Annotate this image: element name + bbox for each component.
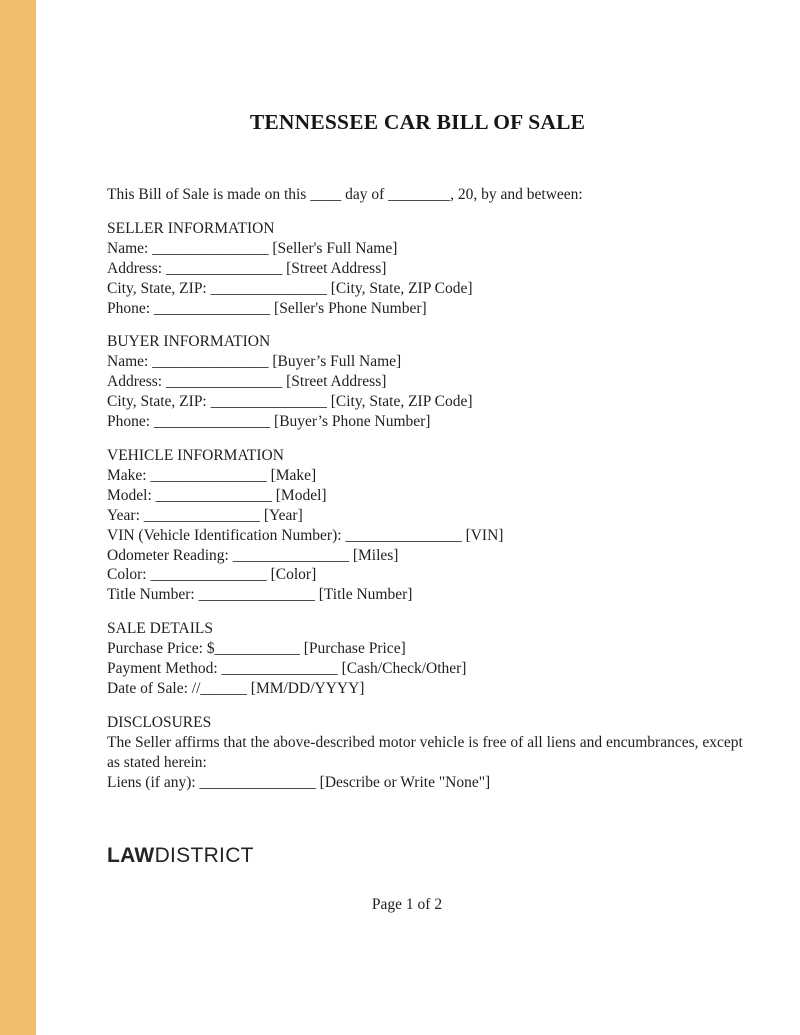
section-seller-information [107, 219, 728, 319]
field-vehicle-model: Model: _______________ [Model] [107, 486, 327, 504]
field-seller-name: Name: _______________ [Seller's Full Name] [107, 239, 398, 257]
field-liens: Liens (if any): _______________ [Describe or Write "None"] [107, 773, 491, 791]
field-vehicle-color: Color: _______________ [Color] [107, 566, 317, 584]
logo-regular-part: DISTRICT [154, 844, 254, 868]
field-buyer-city-state-zip: City, State, ZIP: _______________ [City, State, ZIP Code] [107, 393, 473, 411]
section-heading: SELLER INFORMATION [107, 219, 275, 237]
field-vehicle-year: Year: _______________ [Year] [107, 506, 303, 524]
section-heading: DISCLOSURES [107, 713, 212, 731]
field-buyer-phone: Phone: _______________ [Buyer’s Phone Number] [107, 413, 431, 431]
document-title: TENNESSEE CAR BILL OF SALE [249, 110, 586, 134]
field-purchase-price: Purchase Price: $___________ [Purchase Price] [107, 640, 406, 658]
field-date-of-sale: Date of Sale: //______ [MM/DD/YYYY] [107, 679, 365, 697]
field-seller-city-state-zip: City, State, ZIP: _______________ [City, State, ZIP Code] [107, 279, 473, 297]
section-sale-details [107, 619, 728, 699]
field-vehicle-title-number: Title Number: _______________ [Title Number] [107, 586, 413, 604]
section-heading: VEHICLE INFORMATION [107, 446, 284, 464]
field-vehicle-make: Make: _______________ [Make] [107, 466, 317, 484]
field-buyer-address: Address: _______________ [Street Address] [107, 373, 387, 391]
section-heading: SALE DETAILS [107, 620, 213, 638]
disclosure-text-line-1: The Seller affirms that the above-described motor vehicle is free of all liens and encumbrances, except [107, 733, 743, 751]
disclosure-text-line-2: as stated herein: [107, 753, 207, 771]
section-disclosures [107, 713, 743, 793]
field-vehicle-vin: VIN (Vehicle Identification Number): _______________ [VIN] [107, 526, 504, 544]
section-vehicle-information [107, 446, 728, 605]
field-payment-method: Payment Method: _______________ [Cash/Check/Other] [107, 660, 467, 678]
left-accent-stripe [0, 0, 36, 1035]
logo-bold-part: LAW [107, 844, 155, 868]
page-number: Page 1 of 2 [371, 896, 443, 914]
field-seller-phone: Phone: _______________ [Seller's Phone Number] [107, 299, 427, 317]
lawdistrict-logo [107, 844, 728, 868]
field-seller-address: Address: _______________ [Street Address] [107, 259, 387, 277]
section-buyer-information [107, 332, 728, 432]
field-buyer-name: Name: _______________ [Buyer’s Full Name] [107, 353, 402, 371]
document-content [107, 0, 743, 915]
field-vehicle-odometer: Odometer Reading: _______________ [Miles] [107, 546, 399, 564]
section-heading: BUYER INFORMATION [107, 333, 271, 351]
intro-line: This Bill of Sale is made on this ____ day of ________, 20, by and between: [107, 186, 583, 203]
